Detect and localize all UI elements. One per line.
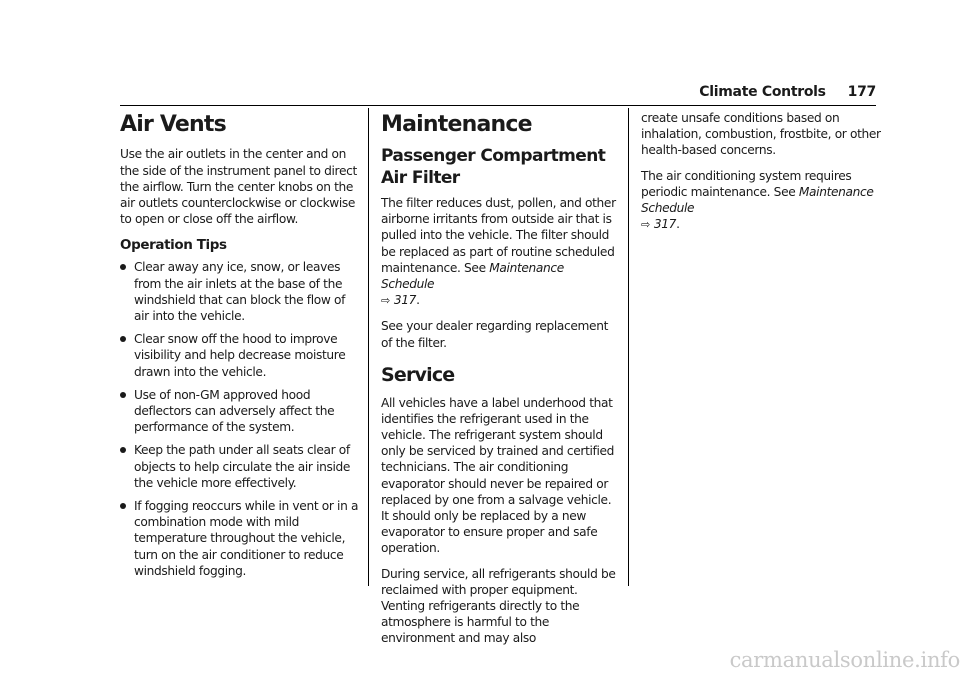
tip-text: Clear snow off the hood to improve visibility and help decrease moisture drawn into the vehicle. [134,332,346,379]
air-filter-text: The filter reduces dust, pollen, and other airborne irritants from outside air that is pulled into the vehicle. The filter should be replaced as part of routine scheduled maintenance. See Maintenance Schedule ⇨ 317. [381,195,616,308]
page-ref-number[interactable]: 317 [653,217,677,232]
bullet-icon [120,392,126,398]
tip-text: Use of non-GM approved hood deflectors can adversely affect the performance of the system. [134,387,335,435]
column-divider-2 [628,108,629,586]
air-vents-intro: Use the air outlets in the center and on the side of the instrument panel to direct the airflow. Turn the center knobs on the air outlets counterclockwise or clockwise to open or close off the airflow. [120,147,357,227]
service-text-2: During service, all refrigerants should be reclaimed with proper equipment. Venting refrigerants directly to the atmosphere is harmful to the environment and may also [381,566,616,646]
column-1 [120,108,360,586]
service-text-1: All vehicles have a label underhood that identifies the refrigerant used in the vehicle. The refrigerant system should only be serviced by trained and certified technicians. The air conditioning evaporator should never be repaired or replaced by one from a salvage vehicle. It should only be replaced by a new evaporator to ensure proper and safe operation. [381,395,615,556]
bullet-icon [120,503,126,509]
operation-tips-list [120,259,360,579]
maintenance-schedule-link[interactable]: Maintenance Schedule [641,184,874,216]
operation-tips-heading: Operation Tips [120,237,227,254]
page-ref-icon: ⇨ [641,218,650,232]
continued-text: create unsafe conditions based on inhalation, combustion, frostbite, or other health-based concerns. [641,111,881,158]
watermark: carmanualsonline.info [729,648,960,672]
section-title: Climate Controls [699,84,826,100]
header-rule [120,105,876,106]
running-head [600,84,876,100]
ac-maintenance-text: The air conditioning system requires periodic maintenance. See Maintenance Schedule ⇨ 317. [641,168,874,232]
air-filter-heading: Passenger Compartment Air Filter [381,146,606,188]
maintenance-schedule-link[interactable]: Maintenance Schedule [381,260,564,291]
dealer-text: See your dealer regarding replacement of the filter. [381,319,609,350]
bullet-icon [120,336,126,342]
list-item [120,498,360,579]
tip-text: Keep the path under all seats clear of objects to help circulate the air inside the vehicle more effectively. [134,443,351,490]
bullet-icon [120,264,126,270]
page-ref-icon: ⇨ [381,294,390,308]
list-item [120,387,360,436]
tip-text: Clear away any ice, snow, or leaves from the air inlets at the base of the windshield that can block the flow of air into the vehicle. [134,260,346,324]
page-number: 177 [847,84,876,100]
ac-maintenance-body: The air conditioning system requires periodic maintenance. See [641,168,852,199]
column-divider-1 [368,108,369,586]
air-vents-heading: Air Vents [120,112,226,137]
page-ref-number[interactable]: 317 [393,293,417,308]
air-filter-body: The filter reduces dust, pollen, and other airborne irritants from outside air that is pulled into the vehicle. The filter should be replaced as part of routine scheduled maintenance. See [381,195,616,275]
list-item [120,442,360,491]
service-heading: Service [381,363,455,386]
maintenance-heading: Maintenance [381,112,532,137]
list-item [120,259,360,324]
list-item [120,331,360,380]
tip-text: If fogging reoccurs while in vent or in a combination mode with mild temperature throughout the vehicle, turn on the air conditioner to reduce windshield fogging. [134,499,359,578]
column-3 [641,110,881,242]
bullet-icon [120,447,126,453]
column-2 [381,108,617,656]
